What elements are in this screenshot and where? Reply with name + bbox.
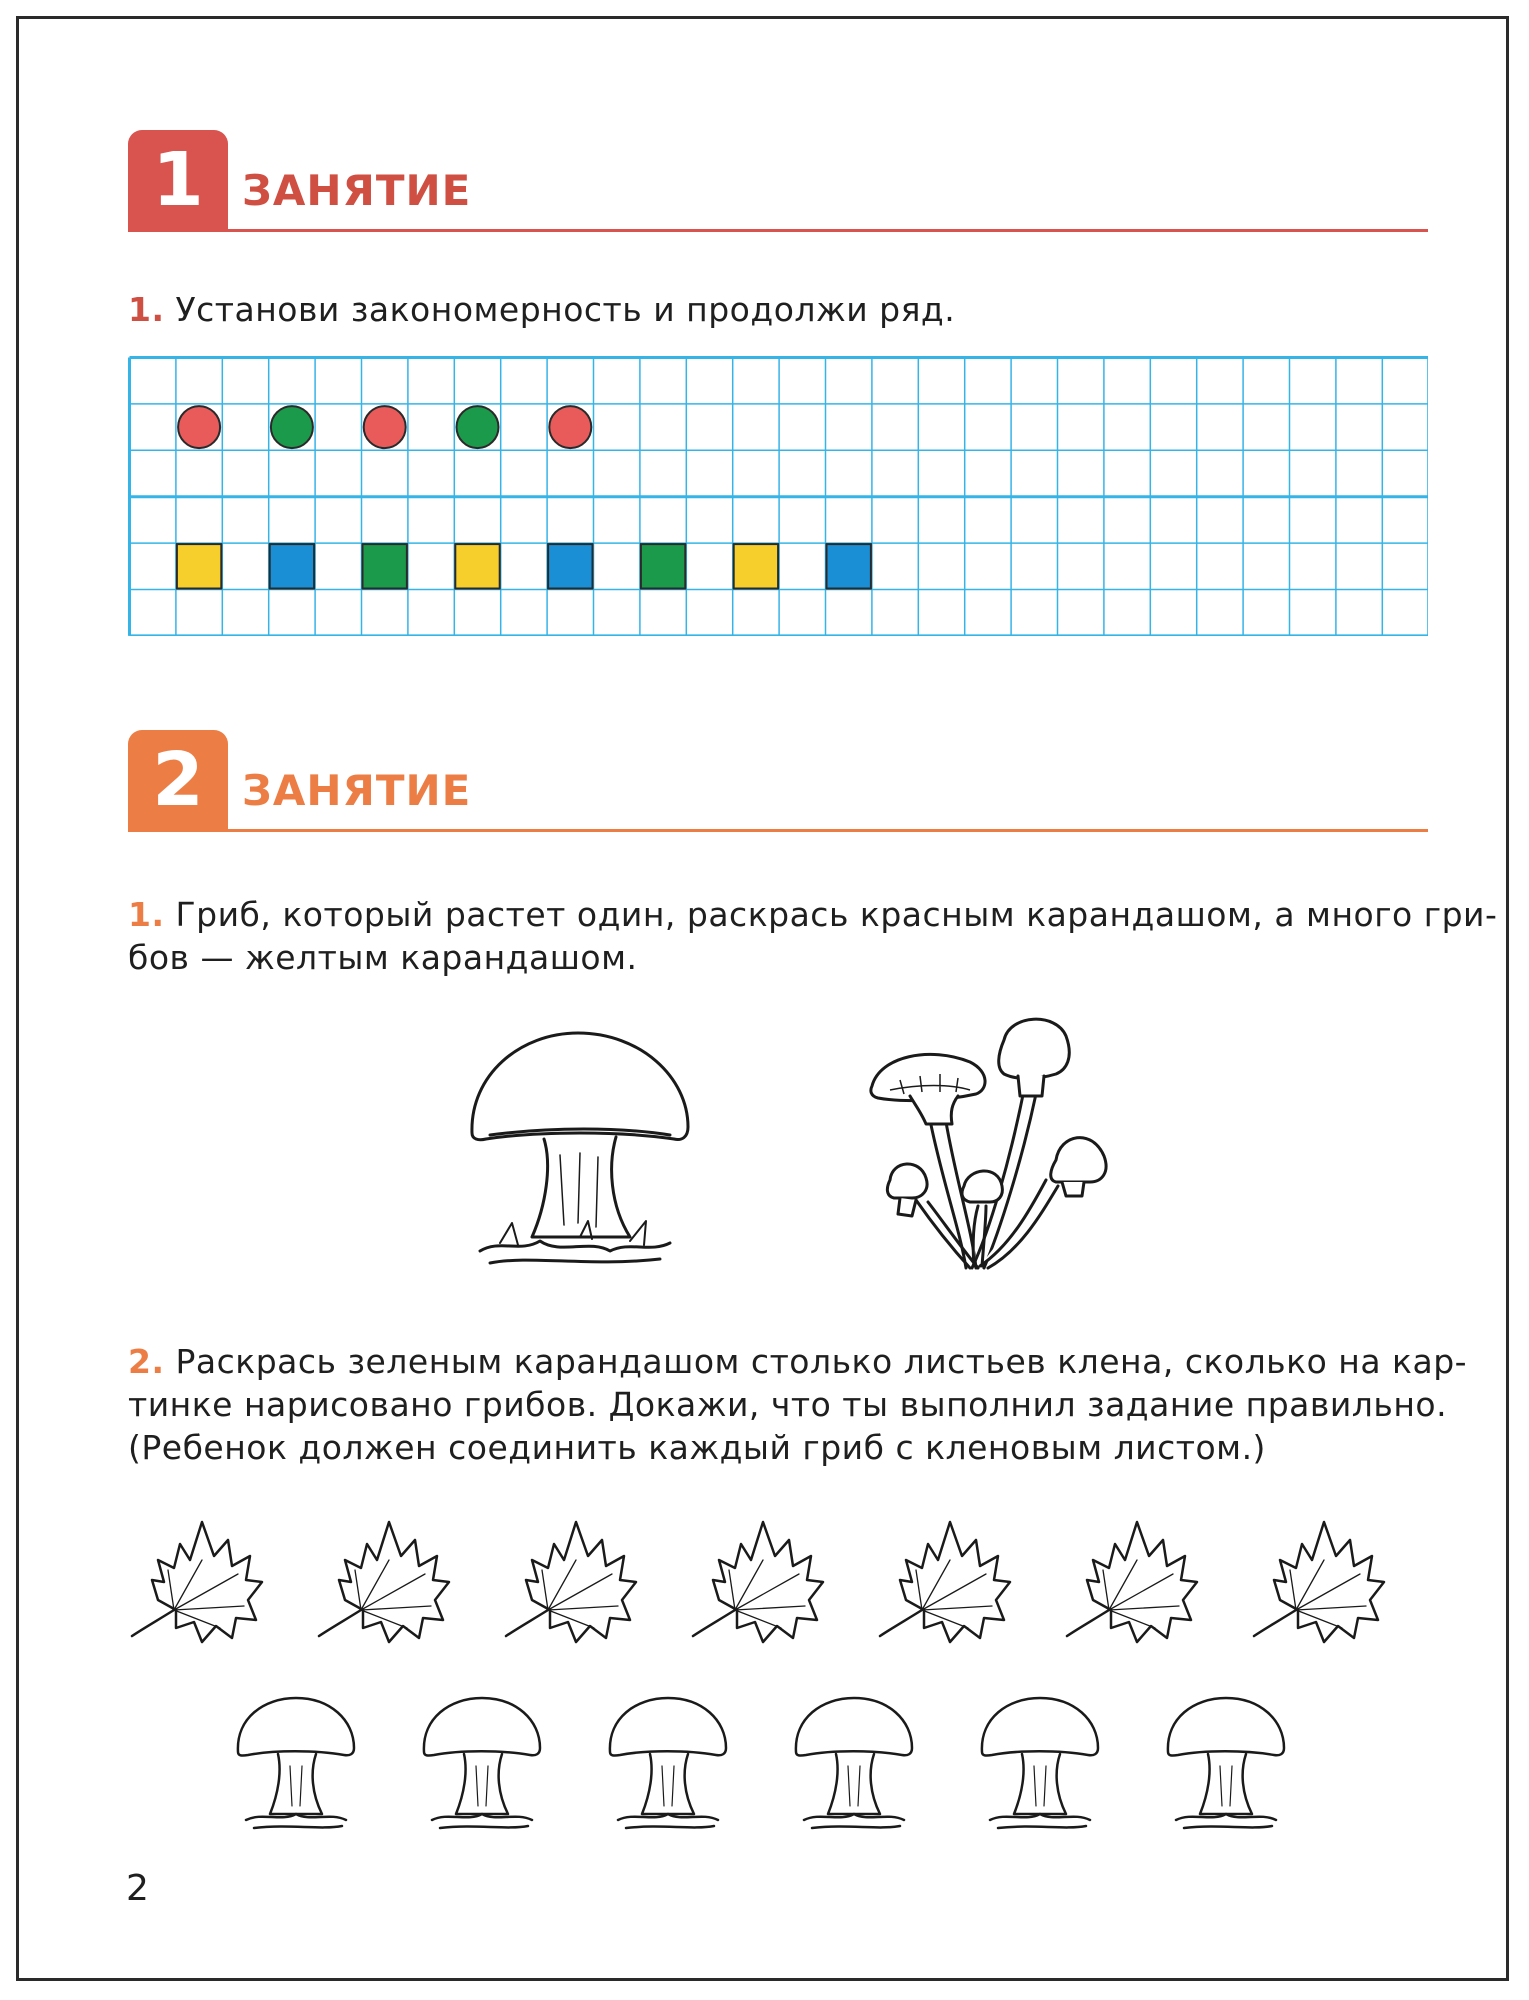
maple-leaf-icon [693,1522,823,1642]
pattern-square [548,544,592,588]
lesson-divider [128,229,1428,232]
single-mushroom-illustration [460,1015,700,1275]
mushroom-icon [424,1698,540,1828]
maple-leaf-icon [880,1522,1010,1642]
task-text-line-3: (Ребенок должен соединить каждый гриб с кленовым листом.) [128,1428,1266,1467]
pattern-square [641,544,685,588]
mushroom-icon [796,1698,912,1828]
lesson-2-header [128,730,1428,832]
pattern-circle [271,406,313,448]
task-text-line-1: Раскрась зеленым карандашом столько листьев клена, сколько на кар- [175,1342,1468,1381]
lesson-title: ЗАНЯТИЕ [242,166,472,215]
pattern-circle [178,406,220,448]
maple-leaf-icon [1067,1522,1197,1642]
pattern-square [455,544,499,588]
maple-leaf-icon [132,1522,262,1642]
mushroom-icon [982,1698,1098,1828]
lesson-1-task-1 [128,288,955,331]
mushroom-icon [238,1698,354,1828]
maple-leaf-icon [1254,1522,1384,1642]
task-text-line-1: Гриб, который растет один, раскрась красным карандашом, а много гри- [175,895,1498,934]
page-number: 2 [126,1868,149,1909]
maple-leaf-icon [319,1522,449,1642]
maple-leaf-icon [506,1522,636,1642]
mushrooms-row [230,1690,1330,1840]
grid-lines [130,358,1429,636]
task-text-line-2: тинке нарисовано грибов. Докажи, что ты выполнил задание правильно. [128,1385,1448,1424]
lesson-title: ЗАНЯТИЕ [242,766,472,815]
pattern-square [363,544,407,588]
lesson-number-badge: 1 [128,130,228,230]
mushroom-icon [610,1698,726,1828]
square-pattern-row [177,544,871,588]
circle-pattern-row [178,406,591,448]
task-number: 1. [128,895,165,934]
task-text-line-2: бов — желтым карандашом. [128,938,638,977]
lesson-number-badge: 2 [128,730,228,830]
mushroom-cluster-illustration [860,1010,1120,1280]
task-text: Установи закономерность и продолжи ряд. [175,290,956,329]
lesson-2-task-1 [128,893,1497,979]
lesson-1-header [128,130,1428,232]
mushroom-icon [1168,1698,1284,1828]
pattern-square [270,544,314,588]
task-number: 2. [128,1342,165,1381]
pattern-grid [128,356,1428,636]
pattern-circle [549,406,591,448]
pattern-square [734,544,778,588]
task-number: 1. [128,290,165,329]
pattern-circle [457,406,499,448]
maple-leaves-row [128,1510,1428,1650]
pattern-square [177,544,221,588]
lesson-2-task-2 [128,1340,1467,1469]
pattern-square [827,544,871,588]
lesson-divider [128,829,1428,832]
pattern-circle [364,406,406,448]
